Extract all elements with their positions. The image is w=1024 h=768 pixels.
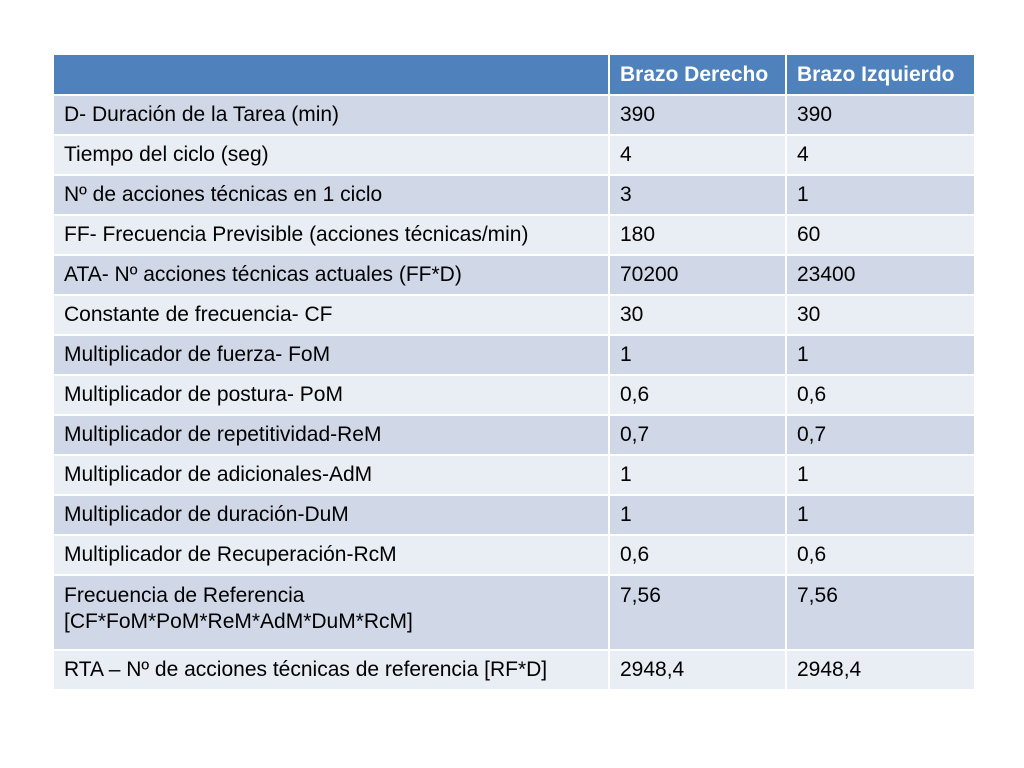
cell-brazo-derecho: 4 <box>609 135 786 175</box>
cell-brazo-derecho: 3 <box>609 175 786 215</box>
cell-brazo-derecho: 7,56 <box>609 575 786 650</box>
row-label <box>53 575 609 650</box>
row-label: Multiplicador de postura- PoM <box>53 375 609 415</box>
row-label: Multiplicador de adicionales-AdM <box>53 455 609 495</box>
table-row <box>53 95 975 135</box>
table-row <box>53 535 975 575</box>
table-row <box>53 295 975 335</box>
cell-brazo-derecho: 0,7 <box>609 415 786 455</box>
cell-brazo-izquierdo: 1 <box>786 335 975 375</box>
table-row <box>53 255 975 295</box>
row-label: D- Duración de la Tarea (min) <box>53 95 609 135</box>
cell-brazo-derecho: 70200 <box>609 255 786 295</box>
row-label: Nº de acciones técnicas en 1 ciclo <box>53 175 609 215</box>
row-label: Constante de frecuencia- CF <box>53 295 609 335</box>
row-label: ATA- Nº acciones técnicas actuales (FF*D) <box>53 255 609 295</box>
table-row <box>53 650 975 690</box>
row-label: Multiplicador de repetitividad-ReM <box>53 415 609 455</box>
cell-brazo-derecho: 30 <box>609 295 786 335</box>
row-label: Multiplicador de fuerza- FoM <box>53 335 609 375</box>
cell-brazo-derecho: 1 <box>609 335 786 375</box>
cell-brazo-derecho: 1 <box>609 455 786 495</box>
header-empty-cell <box>53 54 609 95</box>
cell-brazo-derecho: 180 <box>609 215 786 255</box>
table-row <box>53 335 975 375</box>
header-brazo-derecho: Brazo Derecho <box>609 54 786 95</box>
cell-brazo-izquierdo: 0,7 <box>786 415 975 455</box>
cell-brazo-izquierdo: 23400 <box>786 255 975 295</box>
header-row <box>53 54 975 95</box>
cell-brazo-derecho: 390 <box>609 95 786 135</box>
cell-brazo-derecho: 0,6 <box>609 535 786 575</box>
results-table <box>52 53 976 691</box>
cell-brazo-izquierdo: 7,56 <box>786 575 975 650</box>
cell-brazo-izquierdo: 0,6 <box>786 375 975 415</box>
cell-brazo-izquierdo: 0,6 <box>786 535 975 575</box>
table-row <box>53 375 975 415</box>
cell-brazo-izquierdo: 60 <box>786 215 975 255</box>
header-brazo-izquierdo: Brazo Izquierdo <box>786 54 975 95</box>
table-row <box>53 455 975 495</box>
table-row <box>53 135 975 175</box>
cell-brazo-izquierdo: 1 <box>786 175 975 215</box>
cell-brazo-derecho: 0,6 <box>609 375 786 415</box>
cell-brazo-derecho: 2948,4 <box>609 650 786 690</box>
cell-brazo-izquierdo: 30 <box>786 295 975 335</box>
row-label-line-1: Frecuencia de Referencia <box>64 584 305 607</box>
cell-brazo-izquierdo: 4 <box>786 135 975 175</box>
row-label: Tiempo del ciclo (seg) <box>53 135 609 175</box>
cell-brazo-izquierdo: 2948,4 <box>786 650 975 690</box>
table-row <box>53 215 975 255</box>
cell-brazo-izquierdo: 1 <box>786 455 975 495</box>
table-row <box>53 575 975 650</box>
row-label-line-2: [CF*FoM*PoM*ReM*AdM*DuM*RcM] <box>64 610 413 633</box>
row-label: RTA – Nº de acciones técnicas de referencia [RF*D] <box>53 650 609 690</box>
table-row <box>53 495 975 535</box>
cell-brazo-izquierdo: 390 <box>786 95 975 135</box>
row-label: Multiplicador de Recuperación-RcM <box>53 535 609 575</box>
row-label: Multiplicador de duración-DuM <box>53 495 609 535</box>
cell-brazo-derecho: 1 <box>609 495 786 535</box>
table-row <box>53 175 975 215</box>
row-label: FF- Frecuencia Previsible (acciones técnicas/min) <box>53 215 609 255</box>
cell-brazo-izquierdo: 1 <box>786 495 975 535</box>
table-row <box>53 415 975 455</box>
